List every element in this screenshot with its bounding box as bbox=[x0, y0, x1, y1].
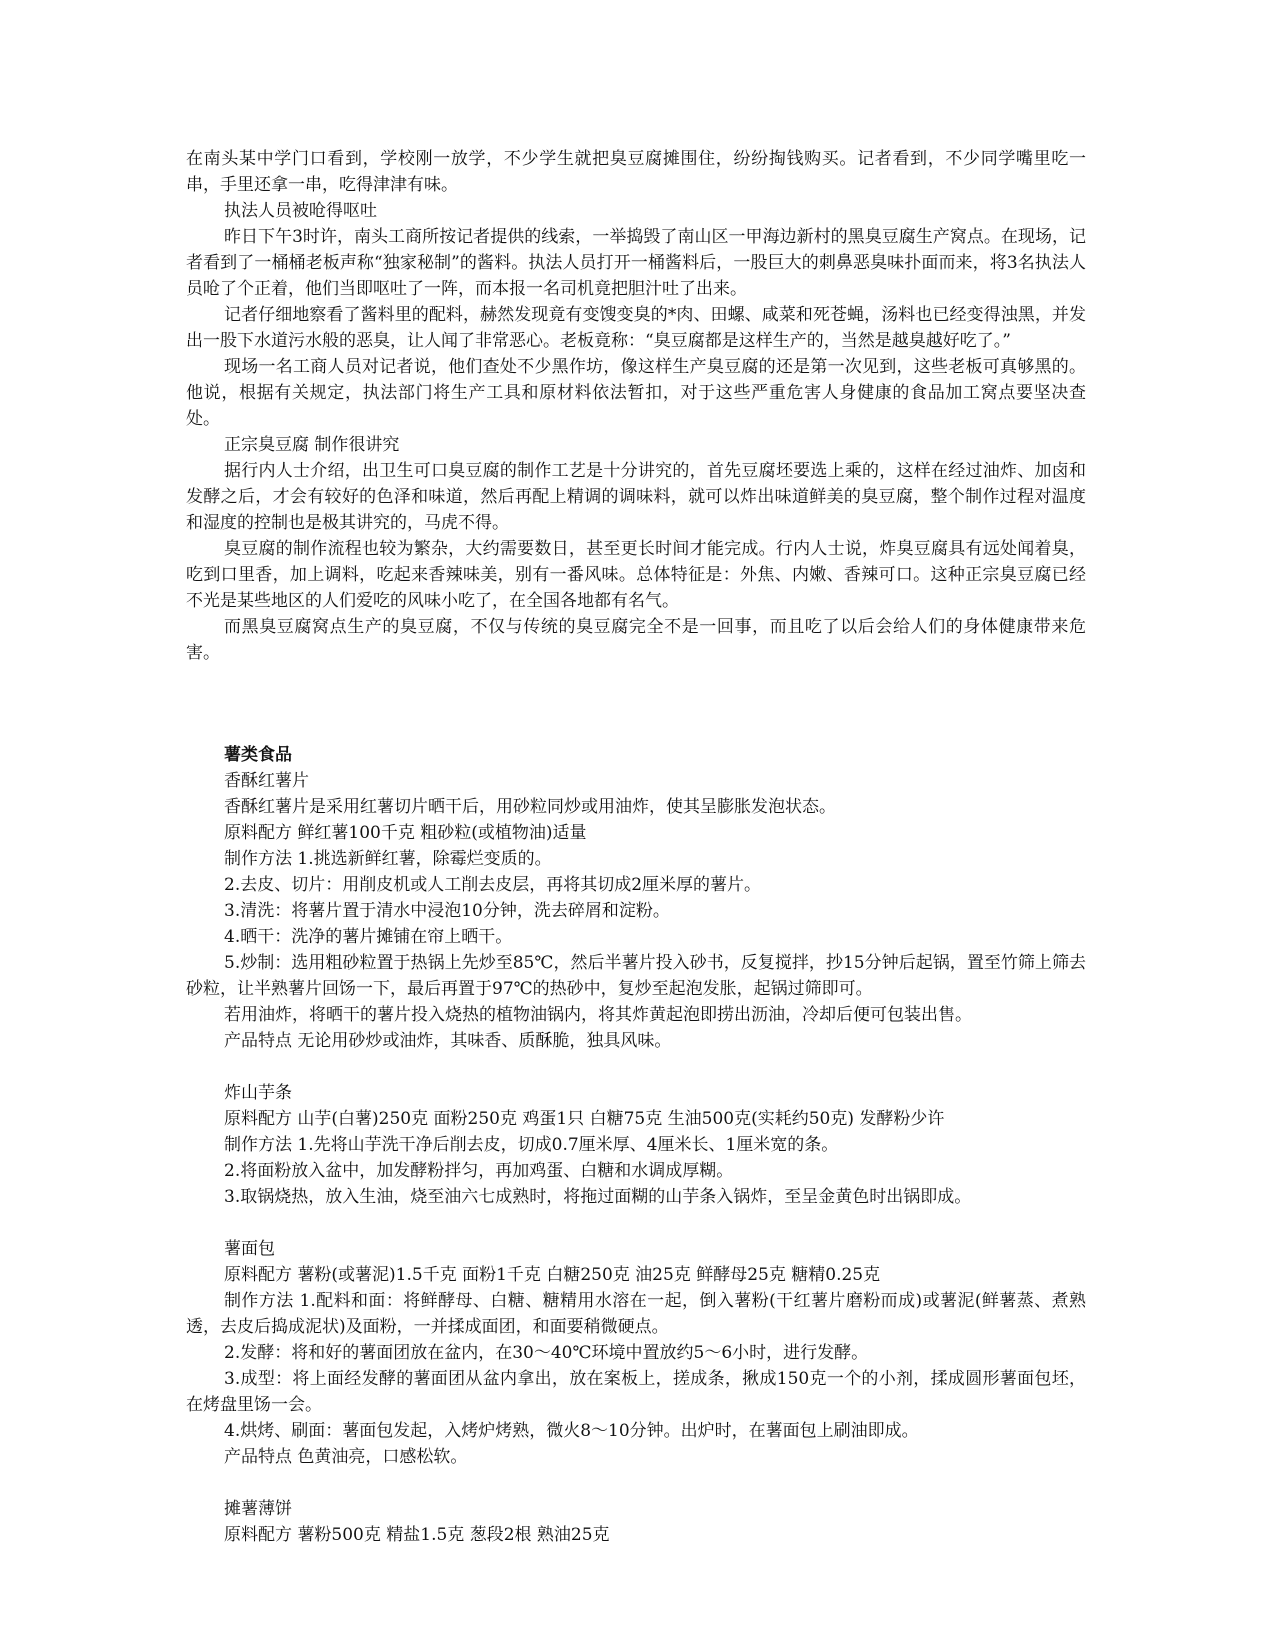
recipe-title: 摊薯薄饼 bbox=[224, 1499, 292, 1519]
article-paragraph: 记者仔细地察看了酱料里的配料，赫然发现竟有变馊变臭的*肉、田螺、咸菜和死苍蝇，汤料也已经变得浊黑，并发出一股下水道污水般的恶臭，让人闻了非常恶心。老板竟称：“臭豆腐都是这样生产的，当然是越臭越好吃了。” bbox=[186, 305, 1086, 351]
article-paragraph: 臭豆腐的制作流程也较为繁杂，大约需要数日，甚至更长时间才能完成。行内人士说，炸臭豆腐具有远处闻着臭，吃到口里香，加上调料，吃起来香辣味美，别有一番风味。总体特征是：外焦、内嫩、香辣可口。这种正宗臭豆腐已经不光是某些地区的人们爱吃的风味小吃了，在全国各地都有名气。 bbox=[186, 539, 1086, 611]
recipe-line: 原料配方 鲜红薯100千克 粗砂粒(或植物油)适量 bbox=[224, 823, 587, 843]
section-title: 薯类食品 bbox=[224, 745, 292, 765]
recipe-line: 产品特点 无论用砂炒或油炸，其味香、质酥脆，独具风味。 bbox=[224, 1031, 672, 1051]
recipe-line: 2.去皮、切片：用削皮机或人工削去皮层，再将其切成2厘米厚的薯片。 bbox=[224, 875, 762, 895]
recipe-line: 制作方法 1.先将山芋洗干净后削去皮，切成0.7厘米厚、4厘米长、1厘米宽的条。 bbox=[224, 1135, 839, 1155]
section-spacer bbox=[186, 666, 1086, 742]
recipe-line: 制作方法 1.挑选新鲜红薯，除霉烂变质的。 bbox=[224, 849, 552, 869]
recipe-line: 原料配方 薯粉(或薯泥)1.5千克 面粉1千克 白糖250克 油25克 鲜酵母25克 糖精0.25克 bbox=[224, 1265, 881, 1285]
recipe-title: 炸山芋条 bbox=[224, 1083, 292, 1103]
article-paragraph: 在南头某中学门口看到，学校刚一放学，不少学生就把臭豆腐摊围住，纷纷掏钱购买。记者看到，不少同学嘴里吃一串，手里还拿一串，吃得津津有味。 bbox=[186, 149, 1086, 195]
recipe-line: 制作方法 1.配料和面：将鲜酵母、白糖、糖精用水溶在一起，倒入薯粉(干红薯片磨粉而成)或薯泥(鲜薯蒸、煮熟透，去皮后捣成泥状)及面粉，一并揉成面团，和面要稍微硬点。 bbox=[186, 1291, 1086, 1337]
recipe-line: 4.晒干：洗净的薯片摊铺在帘上晒干。 bbox=[224, 927, 513, 947]
recipe-line: 5.炒制：选用粗砂粒置于热锅上先炒至85℃，然后半薯片投入砂书，反复搅拌，抄15分钟后起锅，置至竹筛上筛去砂粒，让半熟薯片回饧一下，最后再置于97℃的热砂中，复炒至起泡发胀，起锅过筛即可。 bbox=[186, 953, 1086, 999]
article-subheading: 正宗臭豆腐 制作很讲究 bbox=[224, 435, 400, 455]
recipe-line: 4.烘烤、刷面：薯面包发起，入烤炉烤熟，微火8～10分钟。出炉时，在薯面包上刷油即成。 bbox=[224, 1421, 919, 1441]
recipe-spacer bbox=[186, 1210, 1086, 1236]
recipe-line: 产品特点 色黄油亮，口感松软。 bbox=[224, 1447, 468, 1467]
recipe-line: 3.清洗：将薯片置于清水中浸泡10分钟，洗去碎屑和淀粉。 bbox=[224, 901, 670, 921]
document-page bbox=[186, 146, 1086, 1548]
recipe-line: 原料配方 薯粉500克 精盐1.5克 葱段2根 熟油25克 bbox=[224, 1525, 610, 1545]
article-paragraph: 据行内人士介绍，出卫生可口臭豆腐的制作工艺是十分讲究的，首先豆腐坯要选上乘的，这样在经过油炸、加卤和发酵之后，才会有较好的色泽和味道，然后再配上精调的调味料，就可以炸出味道鲜美的臭豆腐，整个制作过程对温度和湿度的控制也是极其讲究的，马虎不得。 bbox=[186, 461, 1086, 533]
recipe-line: 香酥红薯片是采用红薯切片晒干后，用砂粒同炒或用油炸，使其呈膨胀发泡状态。 bbox=[224, 797, 836, 817]
article-paragraph: 昨日下午3时许，南头工商所按记者提供的线索，一举捣毁了南山区一甲海边新村的黑臭豆腐生产窝点。在现场，记者看到了一桶桶老板声称“独家秘制”的酱料。执法人员打开一桶酱料后，一股巨大的刺鼻恶臭味扑面而来，将3名执法人员呛了个正着，他们当即呕吐了一阵，而本报一名司机竟把胆汁吐了出来。 bbox=[186, 227, 1086, 299]
recipe-line: 2.发酵：将和好的薯面团放在盆内，在30～40℃环境中置放约5～6小时，进行发酵。 bbox=[224, 1343, 869, 1363]
recipe-title: 香酥红薯片 bbox=[224, 771, 309, 791]
recipe-spacer bbox=[186, 1470, 1086, 1496]
article-paragraph: 现场一名工商人员对记者说，他们查处不少黑作坊，像这样生产臭豆腐的还是第一次见到，这些老板可真够黑的。他说，根据有关规定，执法部门将生产工具和原材料依法暂扣，对于这些严重危害人身健康的食品加工窝点要坚决查处。 bbox=[186, 357, 1086, 429]
article-paragraph: 而黑臭豆腐窝点生产的臭豆腐，不仅与传统的臭豆腐完全不是一回事，而且吃了以后会给人们的身体健康带来危害。 bbox=[186, 617, 1086, 663]
recipe-line: 3.取锅烧热，放入生油，烧至油六七成熟时，将拖过面糊的山芋条入锅炸，至呈金黄色时出锅即成。 bbox=[224, 1187, 972, 1207]
recipe-line: 原料配方 山芋(白薯)250克 面粉250克 鸡蛋1只 白糖75克 生油500克(实耗约50克) 发酵粉少许 bbox=[224, 1109, 945, 1129]
recipe-spacer bbox=[186, 1054, 1086, 1080]
recipe-title: 薯面包 bbox=[224, 1239, 275, 1259]
recipe-line: 3.成型：将上面经发酵的薯面团从盆内拿出，放在案板上，搓成条，揪成150克一个的小剂，揉成圆形薯面包坯，在烤盘里饧一会。 bbox=[186, 1369, 1086, 1415]
recipe-line: 2.将面粉放入盆中，加发酵粉拌匀，再加鸡蛋、白糖和水调成厚糊。 bbox=[224, 1161, 734, 1181]
recipe-line: 若用油炸，将晒干的薯片投入烧热的植物油锅内，将其炸黄起泡即捞出沥油，冷却后便可包装出售。 bbox=[224, 1005, 972, 1025]
article-subheading: 执法人员被呛得呕吐 bbox=[224, 201, 377, 221]
